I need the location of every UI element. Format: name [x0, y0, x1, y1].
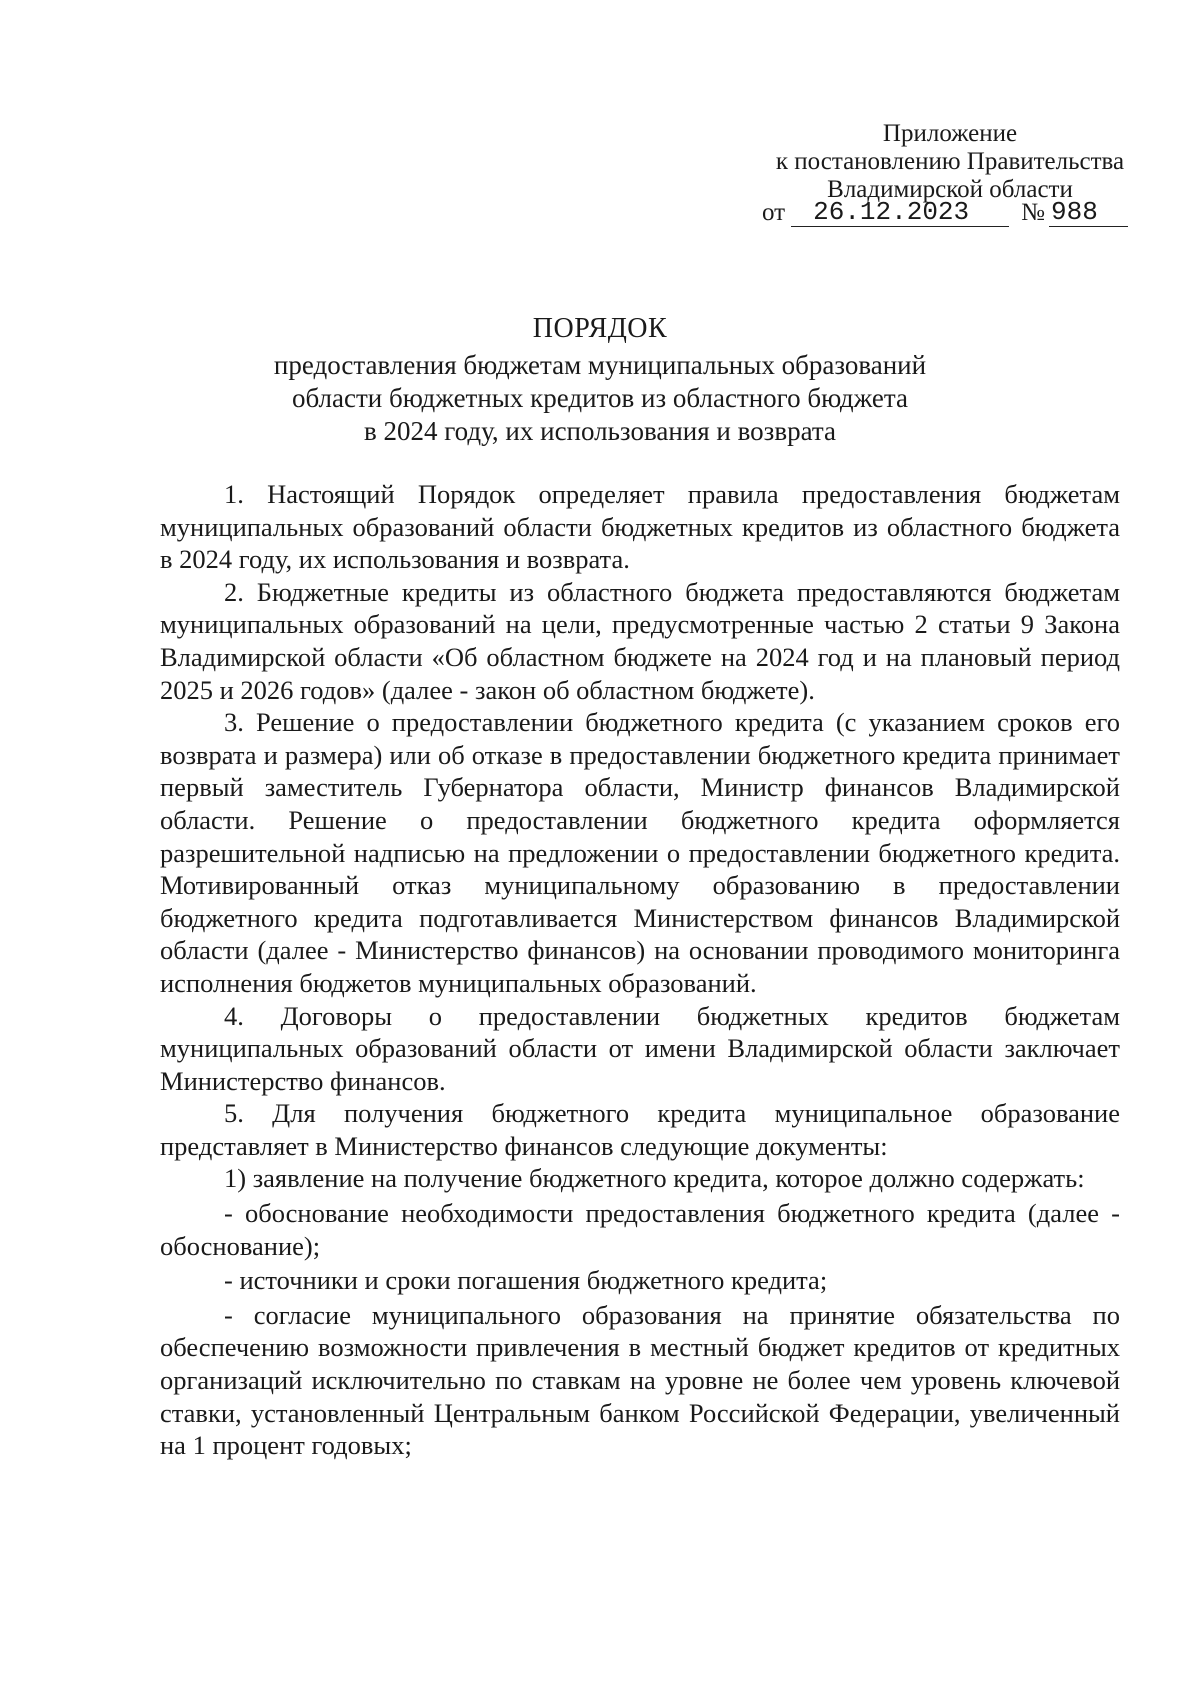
date-value: 26.12.2023 — [791, 198, 1009, 227]
document-title-block — [150, 312, 1050, 448]
annex-header — [762, 120, 1130, 227]
annex-reference: к постановлению Правительства — [775, 148, 1125, 175]
document-subtitle-line-2: области бюджетных кредитов из областного бюджета — [291, 383, 909, 413]
paragraph-5-item-1-bullet-2: - источники и сроки погашения бюджетного кредита; — [224, 1265, 828, 1296]
date-label: от — [762, 199, 786, 226]
document-subtitle-line-1: предоставления бюджетам муниципальных образований — [273, 350, 927, 380]
number-value: 988 — [1049, 198, 1128, 227]
number-label: № — [1021, 199, 1045, 226]
annex-region: Владимирской области — [827, 176, 1073, 203]
document-subtitle-line-3: в 2024 году, их использования и возврата — [364, 416, 836, 446]
paragraph-1: 1. Настоящий Порядок определяет правила предоставления бюджетам муниципальных образований области бюджетных кредитов из областного бюджета в 2024 году, их использования и возврата. — [160, 479, 1120, 575]
document-body — [160, 478, 1120, 1462]
paragraph-5-item-1-bullet-1: - обоснование необходимости предоставления бюджетного кредита (далее - обоснование); — [160, 1198, 1120, 1261]
paragraph-3: 3. Решение о предоставлении бюджетного кредита (с указанием сроков его возврата и размера) или об отказе в предоставлении бюджетного кредита принимает первый заместитель Губернатора области, Министр финансов Владимирской области. Решение о предоставлении бюджетного кредита оформляется разрешительной надписью на предложении о предоставлении бюджетного кредита. Мотивированный отказ муниципальному образованию в предоставлении бюджетного кредита подготавливается Министерством финансов Владимирской области (далее - Министерство финансов) на основании проводимого мониторинга исполнения бюджетов муниципальных образований. — [160, 707, 1120, 998]
paragraph-2: 2. Бюджетные кредиты из областного бюджета предоставляются бюджетам муниципальных образований на цели, предусмотренные частью 2 статьи 9 Закона Владимирской области «Об областном бюджете на 2024 год и на плановый период 2025 и 2026 годов» (далее - закон об областном бюджете). — [160, 576, 1120, 705]
annex-date-row — [762, 198, 1130, 227]
paragraph-5: 5. Для получения бюджетного кредита муниципальное образование представляет в Министерство финансов следующие документы: — [160, 1098, 1120, 1161]
annex-title: Приложение — [882, 120, 1018, 147]
paragraph-4: 4. Договоры о предоставлении бюджетных кредитов бюджетам муниципальных образований области от имени Владимирской области заключает Министерство финансов. — [160, 1000, 1120, 1096]
paragraph-5-item-1-bullet-3: - согласие муниципального образования на принятие обязательства по обеспечению возможности привлечения в местный бюджет кредитов от кредитных организаций исключительно по ставкам на уровне не более чем уровень ключевой ставки, установленный Центральным банком Российской Федерации, увеличенный на 1 процент годовых; — [160, 1299, 1120, 1461]
paragraph-5-item-1: 1) заявление на получение бюджетного кредита, которое должно содержать: — [224, 1163, 1085, 1194]
document-title: ПОРЯДОК — [532, 313, 668, 344]
